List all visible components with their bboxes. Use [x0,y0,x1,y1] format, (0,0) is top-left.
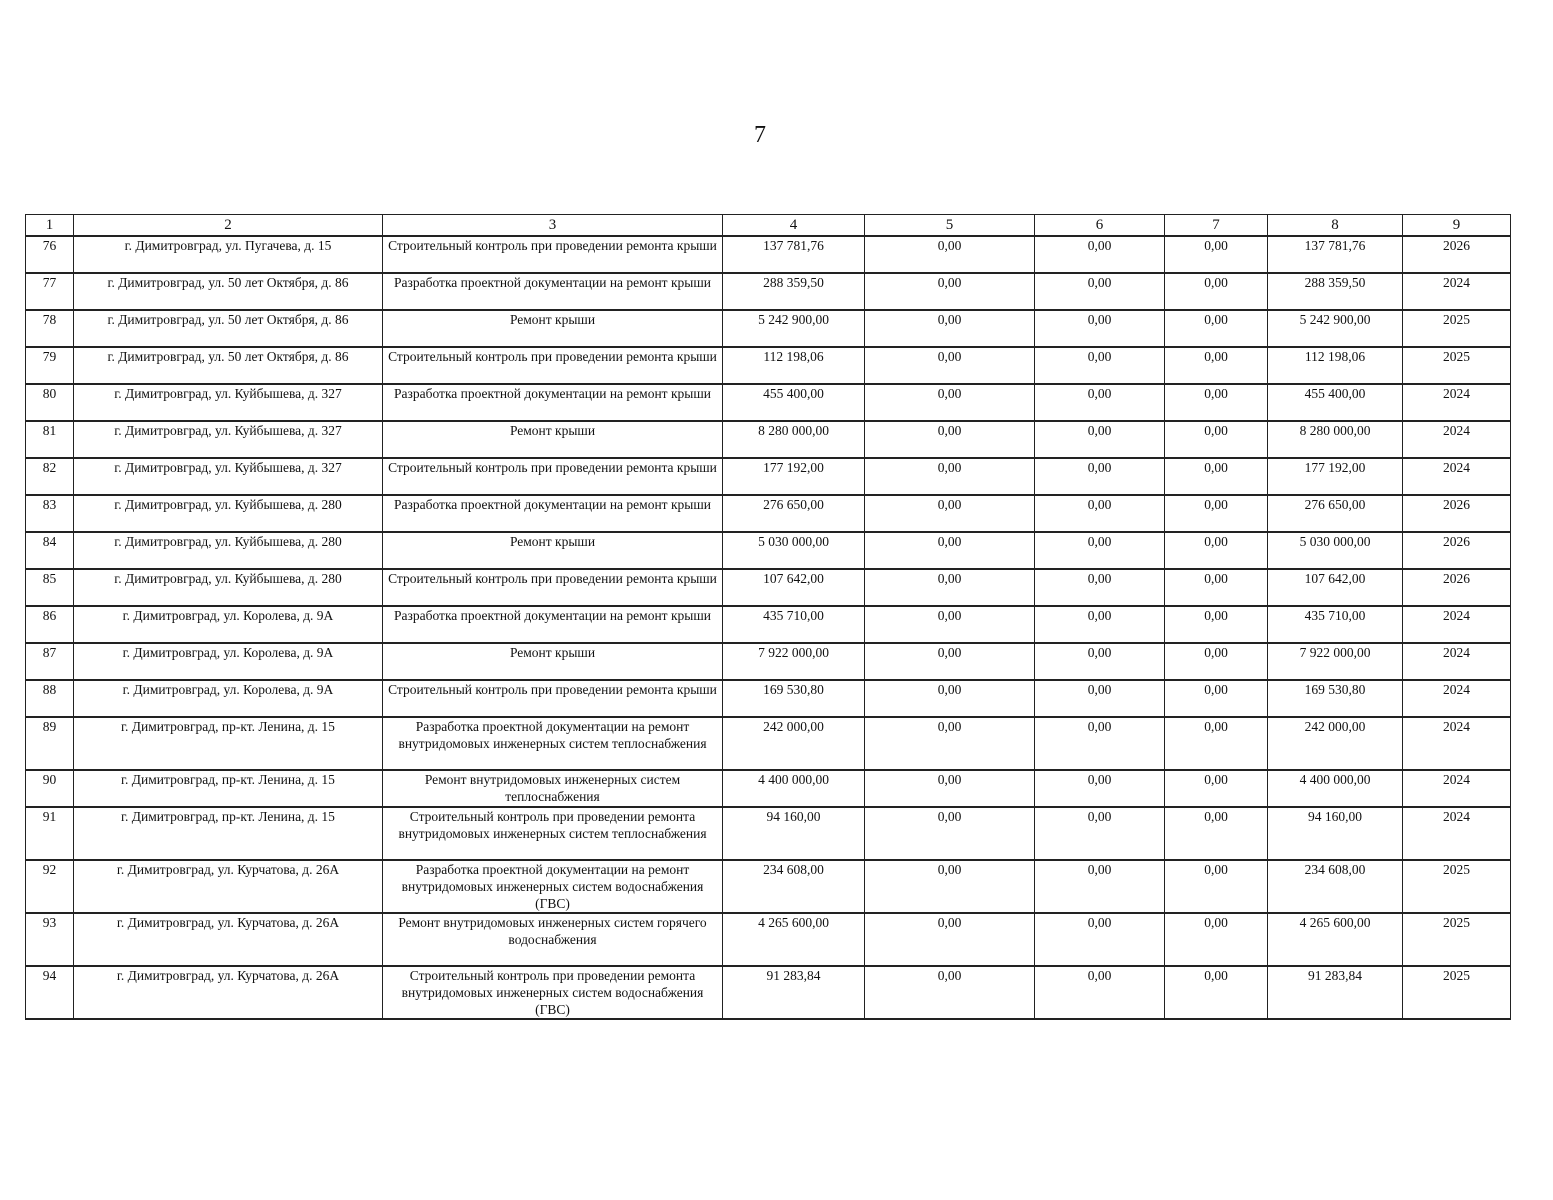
address-cell: г. Димитровград, ул. 50 лет Октября, д. 86 [74,310,383,347]
year-cell: 2026 [1403,236,1511,273]
table-row [26,236,1511,273]
regional-cell: 137 781,76 [1268,236,1403,273]
regional-cell: 91 283,84 [1268,966,1403,1019]
row-number-cell: 77 [26,273,74,310]
row-number-cell: 89 [26,717,74,770]
total-cost-cell: 4 265 600,00 [723,913,865,966]
fund-cell: 0,00 [865,236,1035,273]
work-type-cell: Строительный контроль при проведении ремонта крыши [383,236,723,273]
total-cost-cell: 5 030 000,00 [723,532,865,569]
regional-cell: 288 359,50 [1268,273,1403,310]
address-cell: г. Димитровград, ул. Куйбышева, д. 327 [74,421,383,458]
address-cell: г. Димитровград, ул. Курчатова, д. 26А [74,913,383,966]
owners-cell: 0,00 [1165,717,1268,770]
address-cell: г. Димитровград, ул. Куйбышева, д. 280 [74,569,383,606]
total-cost-cell: 137 781,76 [723,236,865,273]
works-table [25,214,1511,1020]
row-number-cell: 88 [26,680,74,717]
column-header: 6 [1035,215,1165,237]
work-type-cell: Разработка проектной документации на ремонт внутридомовых инженерных систем теплоснабжения [383,717,723,770]
fund-cell: 0,00 [865,717,1035,770]
table-row [26,532,1511,569]
address-cell: г. Димитровград, ул. Курчатова, д. 26А [74,860,383,913]
owners-cell: 0,00 [1165,569,1268,606]
table-row [26,860,1511,913]
table-row [26,273,1511,310]
row-number-cell: 92 [26,860,74,913]
budget-cell: 0,00 [1035,717,1165,770]
column-header: 3 [383,215,723,237]
row-number-cell: 78 [26,310,74,347]
total-cost-cell: 435 710,00 [723,606,865,643]
row-number-cell: 93 [26,913,74,966]
owners-cell: 0,00 [1165,236,1268,273]
row-number-cell: 87 [26,643,74,680]
work-type-cell: Строительный контроль при проведении ремонта крыши [383,569,723,606]
owners-cell: 0,00 [1165,913,1268,966]
total-cost-cell: 177 192,00 [723,458,865,495]
table-row [26,347,1511,384]
row-number-cell: 84 [26,532,74,569]
work-type-cell: Разработка проектной документации на ремонт крыши [383,495,723,532]
address-cell: г. Димитровград, ул. Королева, д. 9А [74,606,383,643]
address-cell: г. Димитровград, ул. 50 лет Октября, д. 86 [74,347,383,384]
column-header: 5 [865,215,1035,237]
year-cell: 2024 [1403,458,1511,495]
table-row [26,458,1511,495]
work-type-cell: Разработка проектной документации на ремонт внутридомовых инженерных систем водоснабжения (ГВС) [383,860,723,913]
owners-cell: 0,00 [1165,347,1268,384]
table-row [26,606,1511,643]
regional-cell: 5 030 000,00 [1268,532,1403,569]
work-type-cell: Разработка проектной документации на ремонт крыши [383,384,723,421]
total-cost-cell: 4 400 000,00 [723,770,865,807]
budget-cell: 0,00 [1035,606,1165,643]
table-row [26,569,1511,606]
total-cost-cell: 8 280 000,00 [723,421,865,458]
total-cost-cell: 94 160,00 [723,807,865,860]
budget-cell: 0,00 [1035,680,1165,717]
fund-cell: 0,00 [865,421,1035,458]
regional-cell: 7 922 000,00 [1268,643,1403,680]
fund-cell: 0,00 [865,860,1035,913]
address-cell: г. Димитровград, пр-кт. Ленина, д. 15 [74,770,383,807]
budget-cell: 0,00 [1035,966,1165,1019]
fund-cell: 0,00 [865,458,1035,495]
regional-cell: 4 265 600,00 [1268,913,1403,966]
total-cost-cell: 169 530,80 [723,680,865,717]
row-number-cell: 80 [26,384,74,421]
table-row [26,421,1511,458]
owners-cell: 0,00 [1165,860,1268,913]
fund-cell: 0,00 [865,310,1035,347]
table-row [26,966,1511,1019]
fund-cell: 0,00 [865,680,1035,717]
regional-cell: 177 192,00 [1268,458,1403,495]
year-cell: 2024 [1403,421,1511,458]
work-type-cell: Ремонт крыши [383,532,723,569]
budget-cell: 0,00 [1035,273,1165,310]
year-cell: 2025 [1403,966,1511,1019]
column-header: 1 [26,215,74,237]
total-cost-cell: 107 642,00 [723,569,865,606]
owners-cell: 0,00 [1165,606,1268,643]
column-header: 9 [1403,215,1511,237]
regional-cell: 112 198,06 [1268,347,1403,384]
owners-cell: 0,00 [1165,495,1268,532]
budget-cell: 0,00 [1035,458,1165,495]
budget-cell: 0,00 [1035,421,1165,458]
fund-cell: 0,00 [865,913,1035,966]
table-row [26,495,1511,532]
work-type-cell: Ремонт внутридомовых инженерных систем теплоснабжения [383,770,723,807]
regional-cell: 169 530,80 [1268,680,1403,717]
owners-cell: 0,00 [1165,421,1268,458]
work-type-cell: Ремонт крыши [383,310,723,347]
fund-cell: 0,00 [865,966,1035,1019]
budget-cell: 0,00 [1035,643,1165,680]
regional-cell: 242 000,00 [1268,717,1403,770]
address-cell: г. Димитровград, ул. 50 лет Октября, д. 86 [74,273,383,310]
owners-cell: 0,00 [1165,384,1268,421]
regional-cell: 107 642,00 [1268,569,1403,606]
fund-cell: 0,00 [865,495,1035,532]
fund-cell: 0,00 [865,532,1035,569]
fund-cell: 0,00 [865,384,1035,421]
owners-cell: 0,00 [1165,532,1268,569]
address-cell: г. Димитровград, ул. Куйбышева, д. 280 [74,532,383,569]
budget-cell: 0,00 [1035,569,1165,606]
total-cost-cell: 288 359,50 [723,273,865,310]
work-type-cell: Ремонт крыши [383,643,723,680]
total-cost-cell: 455 400,00 [723,384,865,421]
year-cell: 2024 [1403,717,1511,770]
regional-cell: 435 710,00 [1268,606,1403,643]
budget-cell: 0,00 [1035,384,1165,421]
column-header: 2 [74,215,383,237]
owners-cell: 0,00 [1165,807,1268,860]
fund-cell: 0,00 [865,569,1035,606]
address-cell: г. Димитровград, ул. Курчатова, д. 26А [74,966,383,1019]
row-number-cell: 90 [26,770,74,807]
total-cost-cell: 112 198,06 [723,347,865,384]
budget-cell: 0,00 [1035,236,1165,273]
table-row [26,913,1511,966]
address-cell: г. Димитровград, пр-кт. Ленина, д. 15 [74,717,383,770]
owners-cell: 0,00 [1165,966,1268,1019]
work-type-cell: Строительный контроль при проведении ремонта внутридомовых инженерных систем водоснабжения (ГВС) [383,966,723,1019]
table-row [26,680,1511,717]
year-cell: 2025 [1403,913,1511,966]
regional-cell: 8 280 000,00 [1268,421,1403,458]
row-number-cell: 91 [26,807,74,860]
column-header: 4 [723,215,865,237]
row-number-cell: 94 [26,966,74,1019]
owners-cell: 0,00 [1165,458,1268,495]
work-type-cell: Разработка проектной документации на ремонт крыши [383,606,723,643]
address-cell: г. Димитровград, ул. Пугачева, д. 15 [74,236,383,273]
budget-cell: 0,00 [1035,807,1165,860]
work-type-cell: Ремонт внутридомовых инженерных систем горячего водоснабжения [383,913,723,966]
year-cell: 2024 [1403,680,1511,717]
fund-cell: 0,00 [865,807,1035,860]
owners-cell: 0,00 [1165,273,1268,310]
table-row [26,384,1511,421]
table-row [26,770,1511,807]
work-type-cell: Разработка проектной документации на ремонт крыши [383,273,723,310]
year-cell: 2025 [1403,347,1511,384]
budget-cell: 0,00 [1035,347,1165,384]
regional-cell: 5 242 900,00 [1268,310,1403,347]
work-type-cell: Строительный контроль при проведении ремонта крыши [383,680,723,717]
total-cost-cell: 7 922 000,00 [723,643,865,680]
year-cell: 2024 [1403,643,1511,680]
table-row [26,807,1511,860]
address-cell: г. Димитровград, ул. Королева, д. 9А [74,643,383,680]
owners-cell: 0,00 [1165,770,1268,807]
regional-cell: 4 400 000,00 [1268,770,1403,807]
row-number-cell: 76 [26,236,74,273]
table-row [26,310,1511,347]
regional-cell: 94 160,00 [1268,807,1403,860]
owners-cell: 0,00 [1165,643,1268,680]
year-cell: 2024 [1403,770,1511,807]
total-cost-cell: 234 608,00 [723,860,865,913]
year-cell: 2024 [1403,384,1511,421]
year-cell: 2026 [1403,569,1511,606]
page-number: 7 [754,122,766,148]
total-cost-cell: 276 650,00 [723,495,865,532]
row-number-cell: 85 [26,569,74,606]
budget-cell: 0,00 [1035,532,1165,569]
row-number-cell: 79 [26,347,74,384]
budget-cell: 0,00 [1035,770,1165,807]
fund-cell: 0,00 [865,643,1035,680]
budget-cell: 0,00 [1035,913,1165,966]
row-number-cell: 81 [26,421,74,458]
table-row [26,643,1511,680]
year-cell: 2024 [1403,606,1511,643]
column-header: 7 [1165,215,1268,237]
address-cell: г. Димитровград, ул. Куйбышева, д. 280 [74,495,383,532]
fund-cell: 0,00 [865,770,1035,807]
address-cell: г. Димитровград, ул. Куйбышева, д. 327 [74,458,383,495]
row-number-cell: 83 [26,495,74,532]
year-cell: 2025 [1403,860,1511,913]
budget-cell: 0,00 [1035,495,1165,532]
fund-cell: 0,00 [865,273,1035,310]
total-cost-cell: 91 283,84 [723,966,865,1019]
work-type-cell: Строительный контроль при проведении ремонта крыши [383,347,723,384]
address-cell: г. Димитровград, ул. Королева, д. 9А [74,680,383,717]
table-body [26,236,1511,1019]
row-number-cell: 86 [26,606,74,643]
address-cell: г. Димитровград, ул. Куйбышева, д. 327 [74,384,383,421]
owners-cell: 0,00 [1165,310,1268,347]
year-cell: 2024 [1403,807,1511,860]
column-header: 8 [1268,215,1403,237]
regional-cell: 455 400,00 [1268,384,1403,421]
total-cost-cell: 5 242 900,00 [723,310,865,347]
table-row [26,717,1511,770]
row-number-cell: 82 [26,458,74,495]
year-cell: 2025 [1403,310,1511,347]
owners-cell: 0,00 [1165,680,1268,717]
regional-cell: 276 650,00 [1268,495,1403,532]
work-type-cell: Ремонт крыши [383,421,723,458]
budget-cell: 0,00 [1035,310,1165,347]
work-type-cell: Строительный контроль при проведении ремонта крыши [383,458,723,495]
regional-cell: 234 608,00 [1268,860,1403,913]
work-type-cell: Строительный контроль при проведении ремонта внутридомовых инженерных систем теплоснабжения [383,807,723,860]
address-cell: г. Димитровград, пр-кт. Ленина, д. 15 [74,807,383,860]
budget-cell: 0,00 [1035,860,1165,913]
year-cell: 2024 [1403,273,1511,310]
column-number-row [26,215,1511,237]
year-cell: 2026 [1403,532,1511,569]
total-cost-cell: 242 000,00 [723,717,865,770]
year-cell: 2026 [1403,495,1511,532]
fund-cell: 0,00 [865,606,1035,643]
fund-cell: 0,00 [865,347,1035,384]
